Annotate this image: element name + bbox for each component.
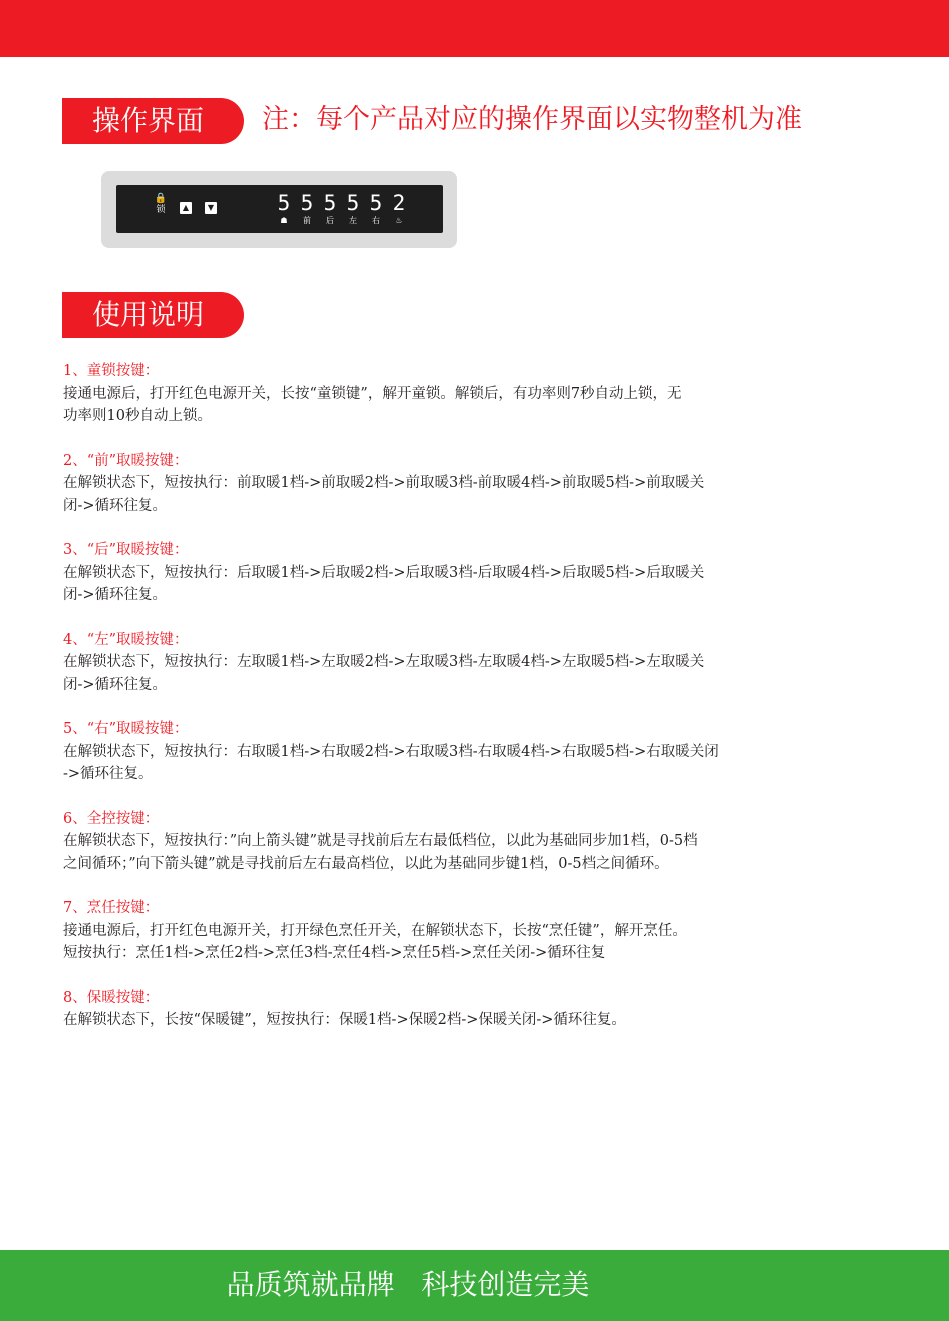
child-lock-key[interactable]: [154, 193, 168, 216]
instruction-text: 在解锁状态下，短按执行：前取暖1档->前取暖2档->前取暖3档-前取暖4档->前取暖5档->前取暖关: [63, 475, 705, 491]
down-arrow-key[interactable]: ▼: [205, 202, 217, 214]
instruction-section: [63, 629, 833, 697]
instruction-text: 在解锁状态下，短按执行：右取暖1档->右取暖2档->右取暖3档-右取暖4档->右取暖5档->右取暖关闭: [63, 743, 719, 760]
instruction-text: 接通电源后，打开红色电源开关，打开绿色烹任开关，在解锁状态下，长按“烹任键”，解开烹任。: [63, 922, 687, 939]
instruction-text: 闭->循环往复。: [63, 676, 168, 693]
instruction-text: 在解锁状态下，长按“保暖键”，短按执行：保暖1档->保暖2档->保暖关闭->循环往复。: [63, 1012, 626, 1028]
warm-icon[interactable]: ♨: [395, 216, 403, 225]
instruction-section: [63, 539, 833, 607]
up-arrow-key[interactable]: ▲: [180, 202, 192, 214]
instruction-title: 7、烹任按键：: [63, 900, 160, 916]
instructions-list: [63, 360, 833, 1054]
instruction-title: 8、保暖按键：: [63, 989, 160, 1006]
digit-cooking: 5: [277, 191, 291, 215]
pot-icon[interactable]: ☗: [280, 216, 288, 225]
instruction-title: 6、全控按键：: [63, 810, 160, 827]
zone-left-key[interactable]: 左: [349, 216, 357, 225]
instruction-title: 2、“前”取暖按键：: [63, 452, 189, 469]
lock-label: 锁: [156, 205, 166, 215]
instruction-section: [63, 360, 833, 428]
instruction-section: [63, 987, 833, 1032]
instruction-section: [63, 808, 833, 876]
zone-front-key[interactable]: 前: [303, 216, 311, 225]
instructions-heading: 使用说明: [62, 292, 244, 338]
lock-icon: 🔒: [154, 193, 168, 204]
instruction-text: 功率则10秒自动上锁。: [63, 408, 212, 424]
instruction-title: 4、“左”取暖按键：: [63, 631, 189, 648]
instruction-text: 短按执行：烹任1档->烹任2档->烹任3档-烹任4档->烹任5档->烹任关闭->循环往复: [63, 945, 606, 961]
instruction-title: 3、“后”取暖按键：: [63, 542, 189, 558]
control-panel: [116, 185, 443, 233]
footer-slogan: 品质筑就品牌 科技创造完美: [226, 1268, 590, 1301]
instruction-text: 在解锁状态下，短按执行：后取暖1档->后取暖2档->后取暖3档-后取暖4档->后取暖5档->后取暖关: [63, 564, 705, 581]
instruction-section: [63, 718, 833, 786]
instruction-section: [63, 897, 833, 965]
instruction-section: [63, 450, 833, 518]
digit-right: 5: [369, 191, 383, 215]
header-red-bar: [0, 0, 949, 57]
digit-left: 5: [346, 191, 360, 215]
digit-back: 5: [323, 191, 337, 215]
digit-warm: 2: [392, 191, 406, 215]
digit-front: 5: [300, 191, 314, 215]
instruction-title: 5、“右”取暖按键：: [63, 721, 189, 737]
operation-note: 注：每个产品对应的操作界面以实物整机为准: [262, 104, 802, 135]
instruction-text: 闭->循环往复。: [63, 587, 168, 603]
instruction-text: 在解锁状态下，短按执行：左取暖1档->左取暖2档->左取暖3档-左取暖4档->左取暖5档->左取暖关: [63, 654, 705, 670]
instruction-text: 闭->循环往复。: [63, 497, 168, 514]
instruction-text: ->循环往复。: [63, 766, 153, 782]
instruction-title: 1、童锁按键：: [63, 363, 160, 379]
instruction-text: 接通电源后，打开红色电源开关，长按“童锁键”，解开童锁。解锁后，有功率则7秒自动上锁，无: [63, 385, 682, 402]
instruction-text: 之间循环；”向下箭头键”就是寻找前后左右最高档位，以此为基础同步键1档，0-5档之间循环。: [63, 855, 669, 872]
operation-interface-heading: 操作界面: [62, 98, 244, 144]
zone-right-key[interactable]: 右: [372, 216, 380, 225]
instruction-text: 在解锁状态下，短按执行：”向上箭头键”就是寻找前后左右最低档位，以此为基础同步加1档，0-5档: [63, 833, 698, 849]
zone-back-key[interactable]: 后: [326, 216, 334, 225]
